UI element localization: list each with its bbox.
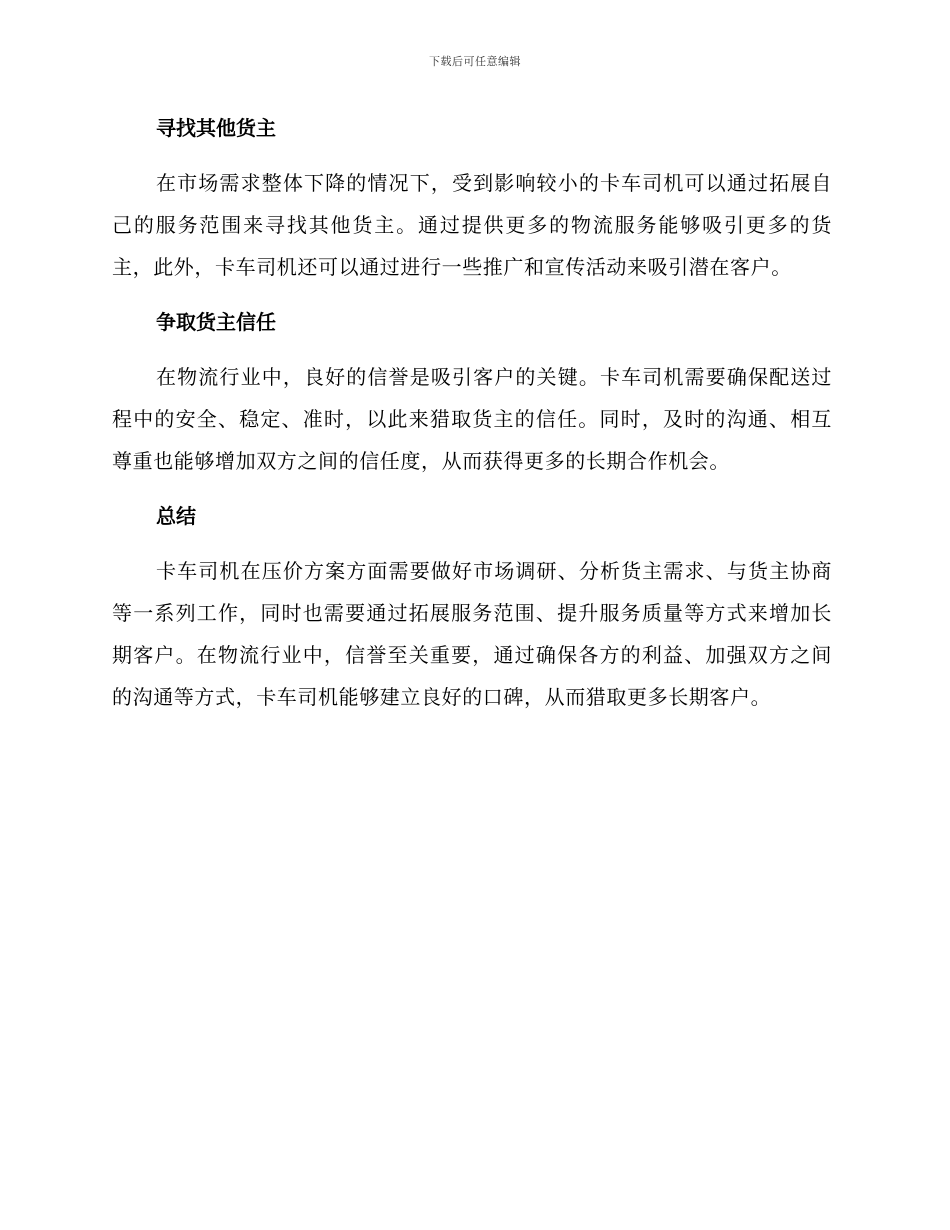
- section-paragraph: 在物流行业中，良好的信誉是吸引客户的关键。卡车司机需要确保配送过程中的安全、稳定、准时，以此来猎取货主的信任。同时，及时的沟通、相互尊重也能够增加双方之间的信任度，从而获得更多的长期合作机会。: [112, 365, 832, 473]
- section-paragraph: 卡车司机在压价方案方面需要做好市场调研、分析货主需求、与货主协商等一系列工作，同时也需要通过拓展服务范围、提升服务质量等方式来增加长期客户。在物流行业中，信誉至关重要，通过确保各方的利益、加强双方之间的沟通等方式，卡车司机能够建立良好的口碑，从而猎取更多长期客户。: [112, 559, 832, 709]
- section-win-shipper-trust: [112, 302, 832, 496]
- section-heading: 争取货主信任: [156, 310, 276, 334]
- section-heading: 寻找其他货主: [156, 116, 276, 140]
- section-find-other-shippers: [112, 108, 832, 302]
- section-paragraph: 在市场需求整体下降的情况下，受到影响较小的卡车司机可以通过拓展自己的服务范围来寻找其他货主。通过提供更多的物流服务能够吸引更多的货主，此外，卡车司机还可以通过进行一些推广和宣传活动来吸引潜在客户。: [112, 171, 832, 279]
- header-note: 下载后可任意编辑: [429, 55, 521, 68]
- document-body: [112, 108, 832, 718]
- section-heading: 总结: [156, 504, 196, 528]
- section-summary: [112, 496, 832, 718]
